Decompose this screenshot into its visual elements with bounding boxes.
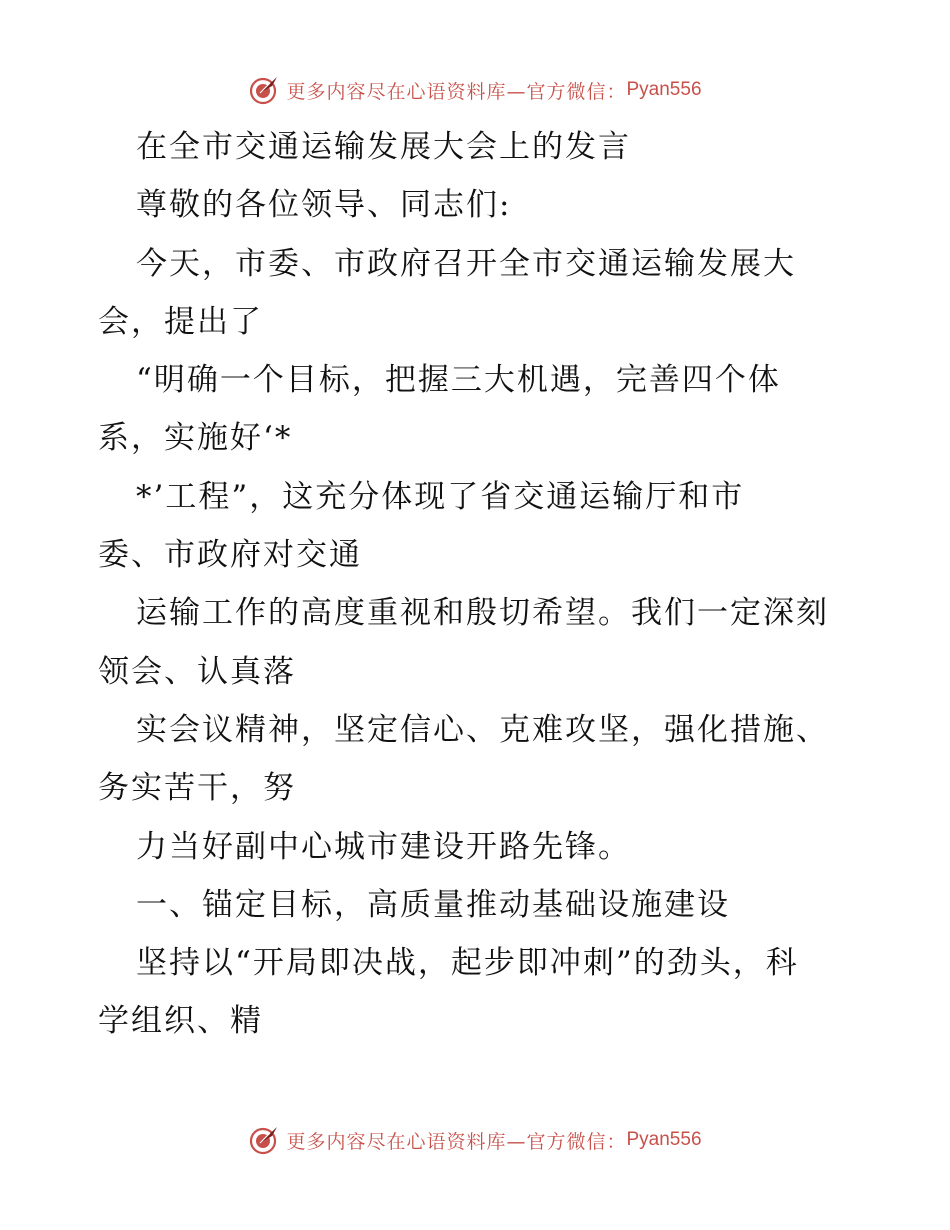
document-body [98, 118, 868, 1051]
text-line: 务实苦干，努 [98, 770, 296, 807]
text-line: 尊敬的各位领导、同志们: [136, 187, 512, 224]
watermark-banner-bottom [0, 1120, 950, 1160]
watermark-text: 更多内容尽在心语资料库—官方微信： [286, 1130, 627, 1153]
quill-seal-icon [248, 74, 280, 106]
text-line: *’工程”，这充分体现了省交通运输厅和市 [136, 478, 745, 515]
text-line: 学组织、精 [98, 1003, 263, 1040]
text-line: “明确一个目标，把握三大机遇，完善四个体 [136, 362, 781, 399]
text-line: 系，实施好‘* [98, 420, 293, 457]
text-line: 领会、认真落 [98, 653, 296, 690]
text-line: 一、锚定目标，高质量推动基础设施建设 [136, 886, 730, 923]
text-line: 今天，市委、市政府召开全市交通运输发展大 [136, 245, 796, 282]
text-line: 运输工作的高度重视和殷切希望。我们一定深刻 [136, 595, 829, 632]
text-line: 会，提出了 [98, 303, 263, 340]
text-line: 力当好副中心城市建设开路先锋。 [136, 828, 631, 865]
quill-seal-icon [248, 1124, 280, 1156]
text-line: 委、市政府对交通 [98, 537, 362, 574]
text-line: 在全市交通运输发展大会上的发言 [136, 129, 631, 165]
watermark-wechat-id: Pyan556 [626, 79, 702, 100]
watermark-wechat-id: Pyan556 [626, 1129, 702, 1150]
watermark-text: 更多内容尽在心语资料库—官方微信： [286, 80, 627, 103]
text-line: 实会议精神，坚定信心、克难攻坚，强化措施、 [136, 711, 829, 748]
text-line: 坚持以“开局即决战，起步即冲刺”的劲头，科 [136, 945, 799, 982]
watermark-banner-top [0, 70, 950, 110]
